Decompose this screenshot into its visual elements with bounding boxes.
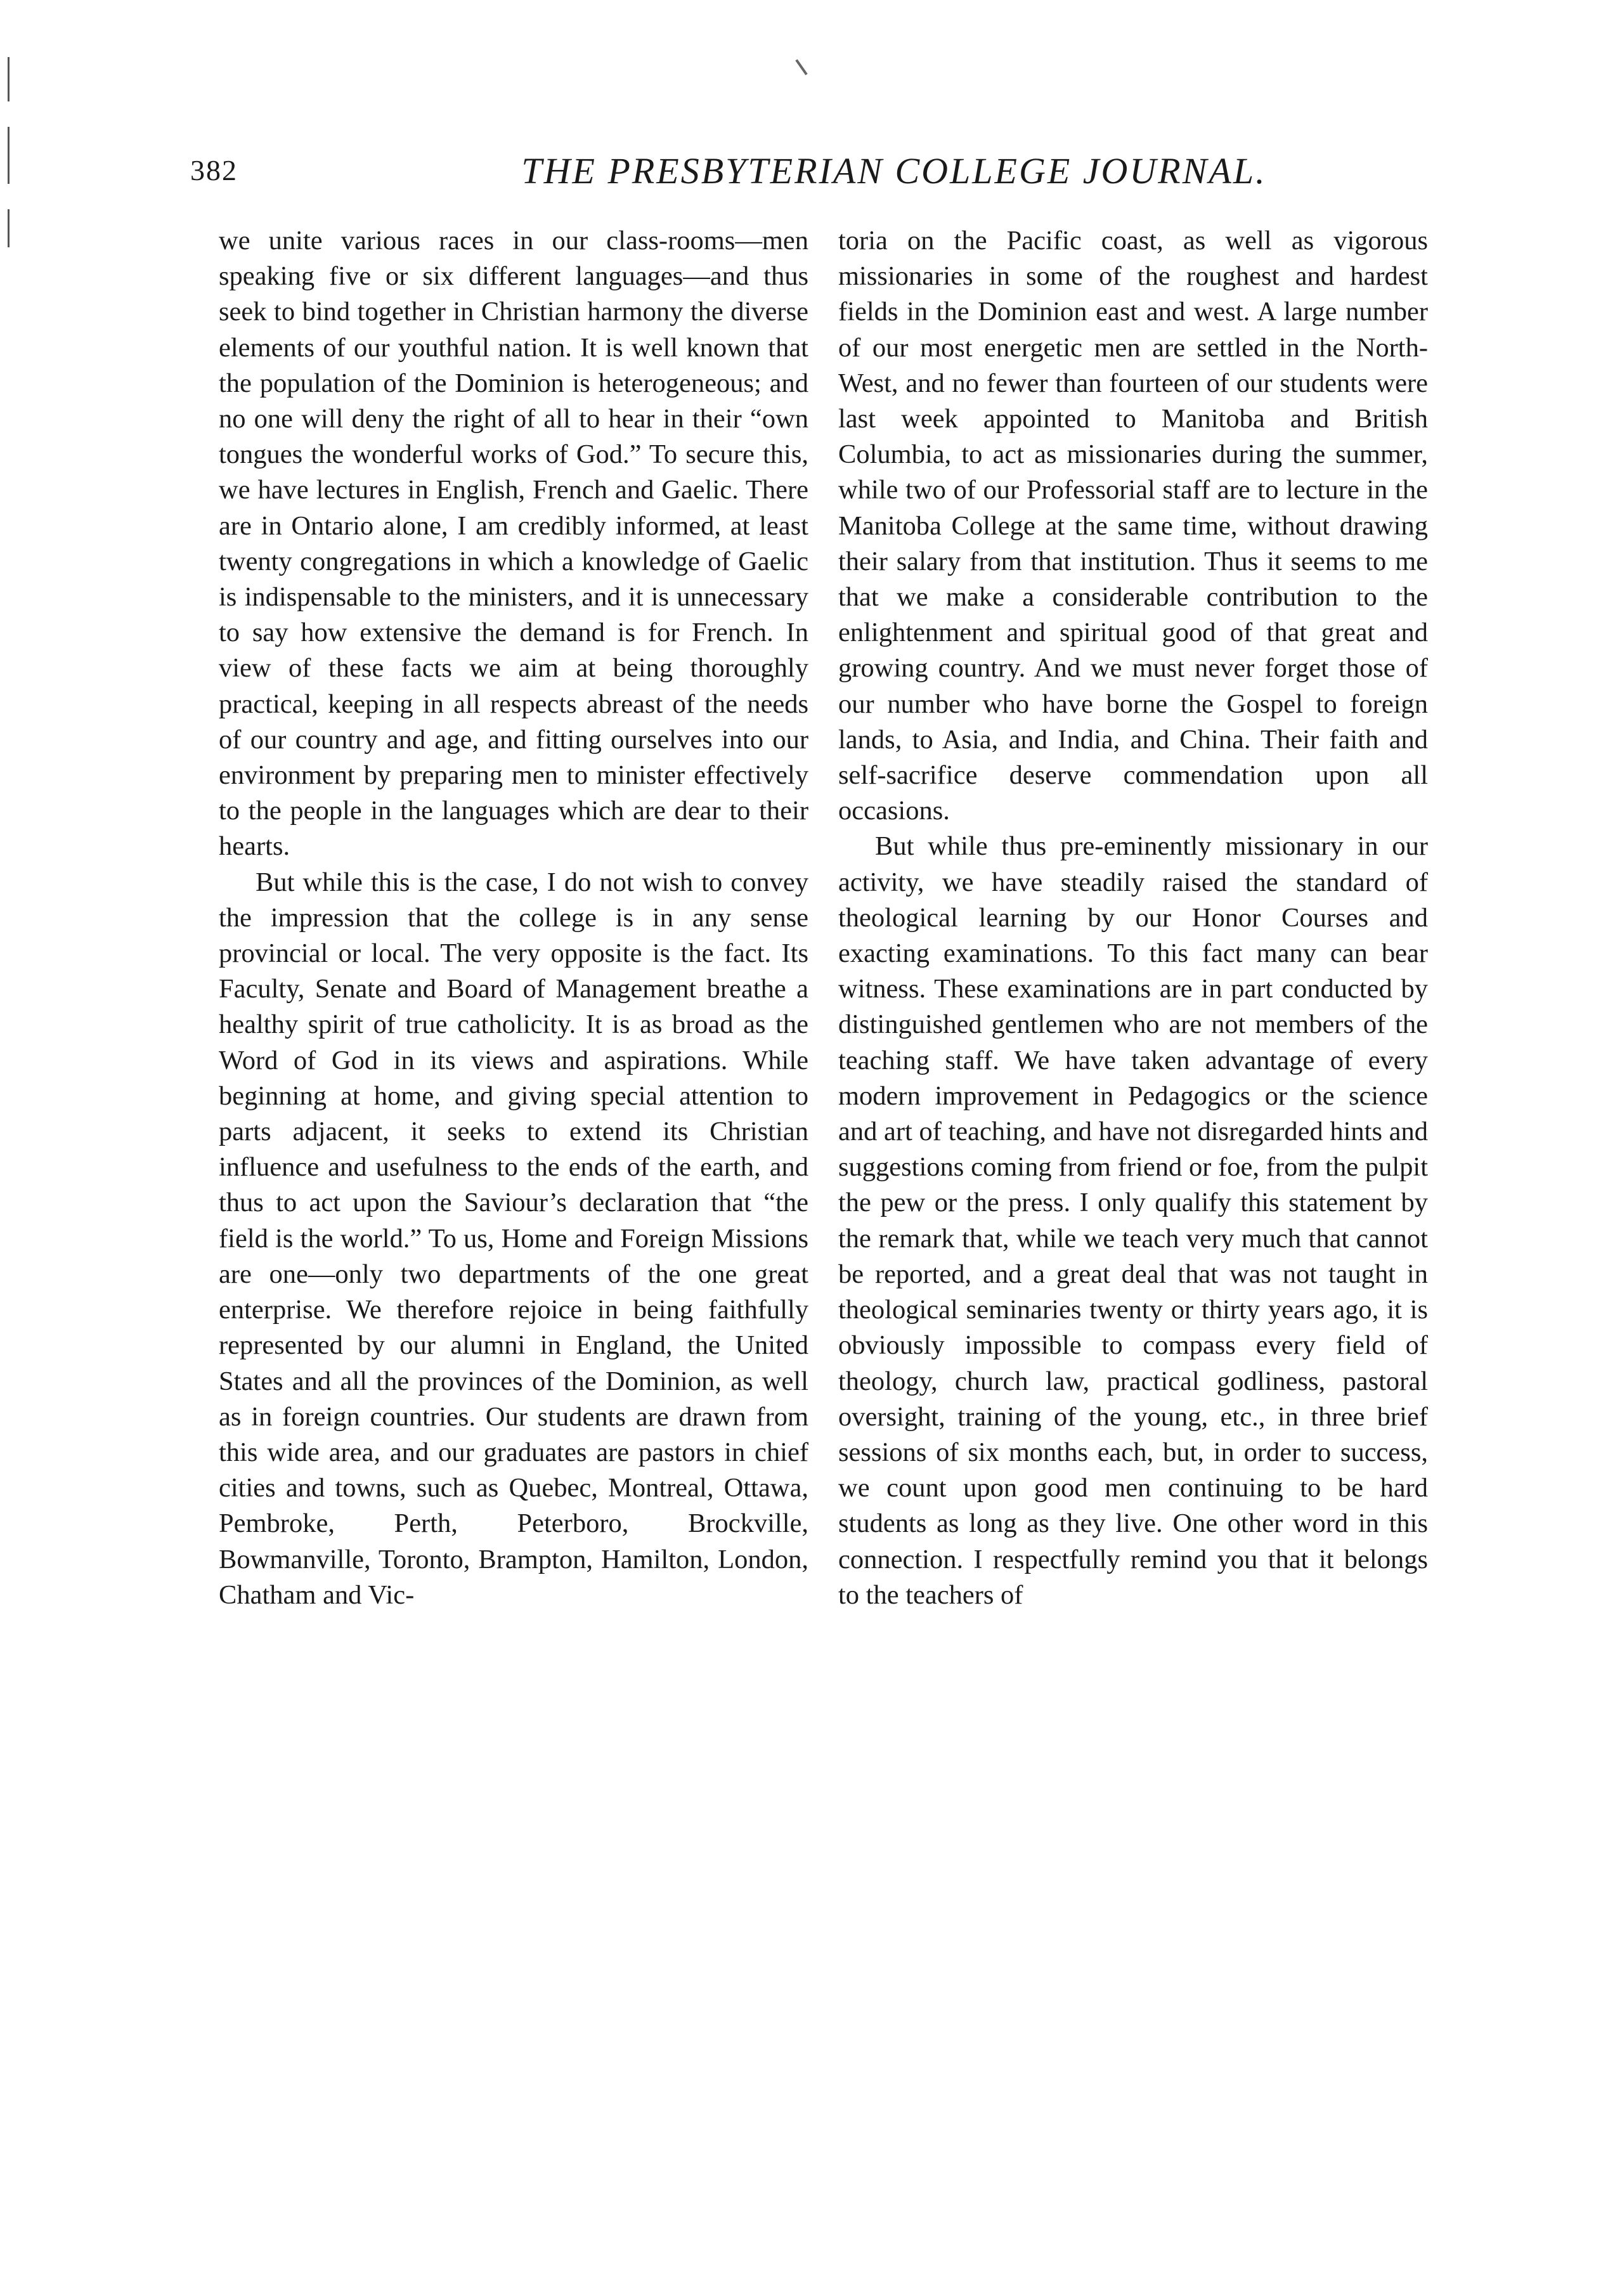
paragraph: toria on the Pacific coast, as well as vigorous missionaries in some of the roughest and hardest fields in the Dominion east and west. A large number of our most energetic men are settled in the North-West, and no fewer than fourteen of our students were last week appointed to Manitoba and British Columbia, to act as missionaries during the summer, while two of our Professorial staff are to lecture in the Manitoba College at the same time, without drawing their salary from that institution. Thus it seems to me that we make a considerable contribution to the enlightenment and spiritual good of that great and growing country. And we must never forget those of our number who have borne the Gospel to foreign lands, to Asia, and India, and China. Their faith and self-sacrifice deserve commendation upon all occasions. [838,226,1428,826]
binding-edge-mark [8,209,10,247]
journal-title: THE PRESBYTERIAN COLLEGE JOURNAL. [521,150,1267,191]
stray-ink-mark [795,59,807,75]
paragraph: But while this is the case, I do not wish to convey the impression that the college is in any sense provincial or local. The very opposite is the fact. Its Faculty, Senate and Board of Management breathe a healthy spirit of true catholicity. It is as broad as the Word of God in its views and aspirations. While beginning at home, and giving special attention to parts adjacent, it seeks to extend its Christian influence and usefulness to the ends of the earth, and thus to act upon the Saviour’s declaration that “the field is the world.” To us, Home and Foreign Missions are one—only two departments of the one great enterprise. We therefore rejoice in being faithfully represented by our alumni in England, the United States and all the provinces of the Dominion, as well as in foreign countries. Our students are drawn from this wide area, and our graduates are pastors in chief cities and towns, such as Quebec, Montreal, Ottawa, Pembroke, Perth, Peterboro, Brockville, Bowmanville, Toronto, Brampton, Hamilton, London, Chatham and Vic- [219,867,808,1610]
running-header [190,147,1427,198]
paragraph: But while thus pre-eminently missionary in our activity, we have steadily raised the standard of theological learning by our Honor Courses and exacting examinations. To this fact many can bear witness. These examinations are in part conducted by distinguished gentlemen who are not members of the teaching staff. We have taken advantage of every modern improvement in Pedagogics or the science and art of teaching, and have not disregarded hints and suggestions coming from friend or foe, from the pulpit the pew or the press. I only qualify this statement by the remark that, while we teach very much that cannot be reported, and a great deal that was not taught in theological seminaries twenty or thirty years ago, it is obviously impossible to compass every field of theology, church law, practical godliness, pastoral oversight, training of the young, etc., in three brief sessions of six months each, but, in order to success, we count upon good men continuing to be hard students as long as they live. One other word in this connection. I respectfully remind you that it belongs to the teachers of [838,831,1428,1610]
paragraph: we unite various races in our class-rooms—men speaking five or six different languages—and thus seek to bind together in Christian harmony the diverse elements of our youthful nation. It is well known that the population of the Dominion is heterogeneous; and no one will deny the right of all to hear in their “own tongues the wonderful works of God.” To secure this, we have lectures in English, French and Gaelic. There are in Ontario alone, I am credibly informed, at least twenty congregations in which a knowledge of Gaelic is indispensable to the ministers, and it is unnecessary to say how extensive the demand is for French. In view of these facts we aim at being thoroughly practical, keeping in all respects abreast of the needs of our country and age, and fitting ourselves into our environment by preparing men to minister effectively to the people in the languages which are dear to their hearts. [219,226,808,862]
binding-edge-mark [8,57,10,101]
binding-edge-mark [8,127,10,184]
page-number: 382 [190,154,238,186]
left-column [219,223,808,1613]
right-column [838,223,1428,1613]
